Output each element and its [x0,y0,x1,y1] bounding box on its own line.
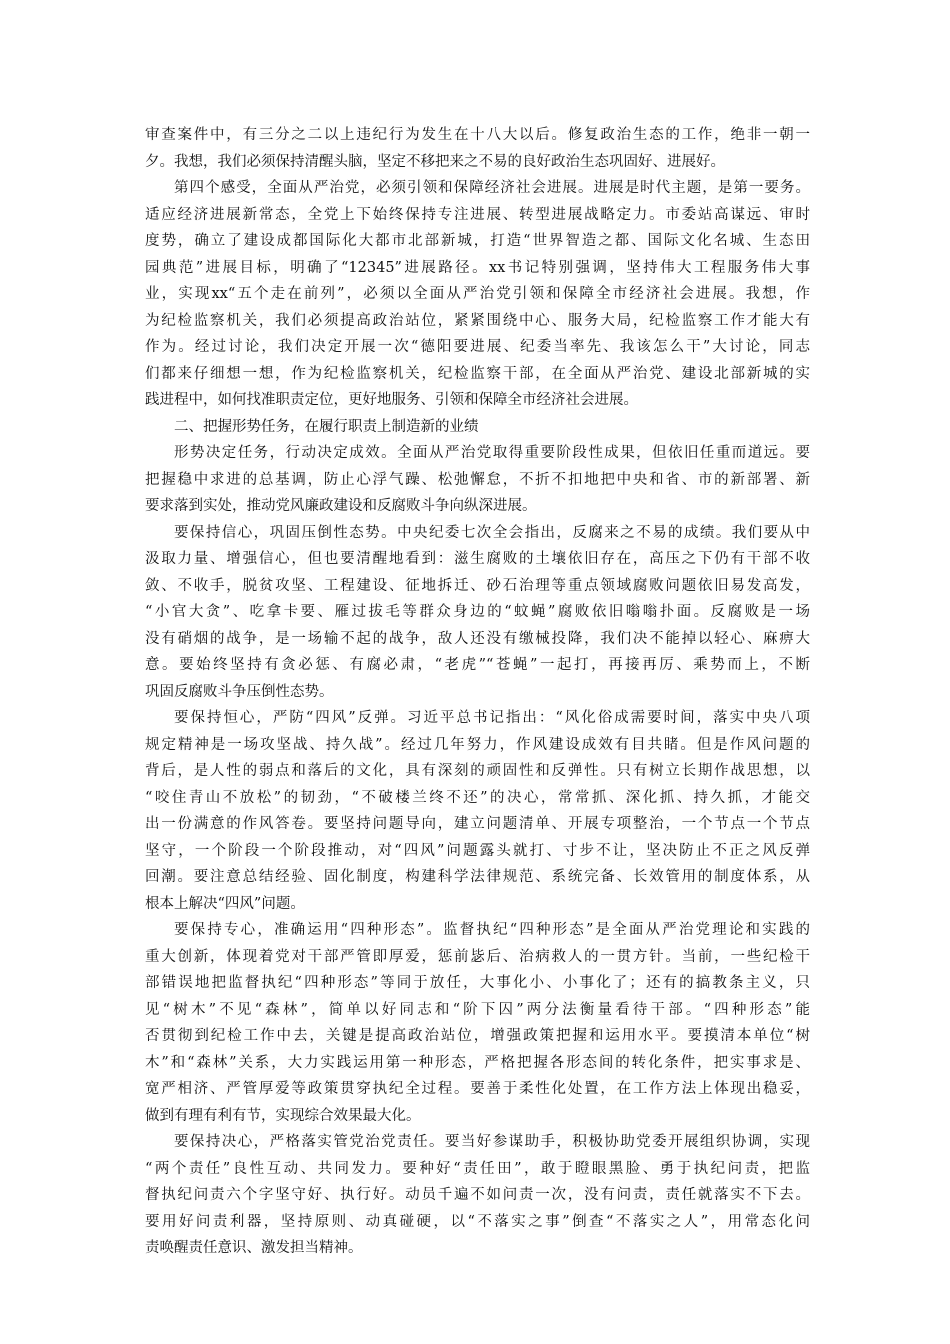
text-line: 要求落到实处，推动党风廉政建设和反腐败斗争向纵深进展。 [145,498,537,514]
document-body [145,122,810,1262]
text-line: 度势，确立了建设成都国际化大都市北部新城，打造“世界智造之都、国际文化名城、生态田 [145,233,810,249]
text-line: 督执纪问责六个字坚守好、执行好。动员千遍不如问责一次，没有问责，责任就落实不下去。 [145,1187,810,1203]
text-line: 坚守，一个阶段一个阶段推动，对“四风”问题露头就打、寸步不让，坚决防止不正之风反弹 [145,842,810,859]
text-line: 们都来仔细想一想，作为纪检监察机关，纪检监察干部，在全面从严治党、建设北部新城的实 [145,365,810,382]
text-line: 责唤醒责任意识、激发担当精神。 [145,1240,363,1256]
text-line: 见“树木”不见“森林”，简单以好同志和“阶下囚”两分法衡量看待干部。“四种形态”能 [145,1001,810,1018]
text-line: 部错误地把监督执纪“四种形态”等同于放任，大事化小、小事化了；还有的搞教条主义，只 [145,975,810,991]
text-line: 规定精神是一场攻坚战、持久战”。经过几年努力，作风建设成效有目共睹。但是作风问题的 [145,736,810,753]
text-line: 要保持恒心，严防“四风”反弹。习近平总书记指出：“风化俗成需要时间，落实中央八项 [174,710,810,726]
text-line: 夕。我想，我们必须保持清醒头脑，坚定不移把来之不易的良好政治生态巩固好、进展好。 [145,153,725,170]
text-line: 把握稳中求进的总基调，防止心浮气躁、松弛懈怠，不折不扣地把中央和省、市的新部署、新 [145,471,810,488]
text-line: 没有硝烟的战争，是一场输不起的战争，敌人还没有缴械投降，我们决不能掉以轻心、麻痹大 [145,630,810,647]
text-line: 背后，是人性的弱点和落后的文化，具有深刻的顽固性和反弹性。只有树立长期作战思想，以 [145,763,810,779]
text-line: 形势决定任务，行动决定成效。全面从严治党取得重要阶段性成果，但依旧任重而道远。要 [174,445,810,461]
text-line: 第四个感受，全面从严治党，必须引领和保障经济社会进展。进展是时代主题，是第一要务。 [174,180,810,196]
text-line: 践进程中，如何找准职责定位，更好地服务、引领和保障全市经济社会进展。 [145,392,638,408]
text-line: “小官大贪”、吃拿卡要、雁过拔毛等群众身边的“蚊蝇”腐败依旧嗡嗡扑面。反腐败是一场 [145,604,810,620]
text-line: 为纪检监察机关，我们必须提高政治站位，紧紧围绕中心、服务大局，纪检监察工作才能大有 [145,312,810,329]
text-line: 重大创新，体现着党对干部严管即厚爱，惩前毖后、治病救人的一贯方针。当前，一些纪检干 [145,948,810,965]
text-line: 要保持专心，准确运用“四种形态”。监督执纪“四种形态”是全面从严治党理论和实践的 [174,922,810,938]
text-line: 敛、不收手，脱贫攻坚、工程建设、征地拆迁、砂石治理等重点领域腐败问题依旧易发高发， [145,577,810,594]
text-line: 汲取力量、增强信心，但也要清醒地看到：滋生腐败的土壤依旧存在，高压之下仍有干部不收 [145,551,810,567]
text-line: 做到有理有利有节，实现综合效果最大化。 [145,1107,421,1124]
text-line: 木”和“森林”关系，大力实践运用第一种形态，严格把握各形态间的转化条件，把实事求是、 [145,1054,810,1071]
text-line: 要保持决心，严格落实管党治党责任。要当好参谋助手，积极协助党委开展组织协调，实现 [174,1134,810,1150]
text-line: 出一份满意的作风答卷。要坚持问题导向，建立问题清单、开展专项整治，一个节点一个节点 [145,816,810,832]
text-line: 否贯彻到纪检工作中去，关键是提高政治站位，增强政策把握和运用水平。要摸清本单位“树 [145,1028,810,1044]
text-line: 审查案件中，有三分之二以上违纪行为发生在十八大以后。修复政治生态的工作，绝非一朝一 [145,127,810,143]
text-line: “两个责任”良性互动、共同发力。要种好“责任田”，敢于瞪眼黑脸、勇于执纪问责，把监 [145,1160,810,1177]
text-line: 要用好问责利器，坚持原则、动真碰硬，以“不落实之事”倒查“不落实之人”，用常态化问 [145,1213,810,1230]
section-heading: 二、把握形势任务，在履行职责上制造新的业绩 [174,418,479,435]
text-line: 要保持信心，巩固压倒性态势。中央纪委七次全会指出，反腐来之不易的成绩。我们要从中 [174,524,810,541]
text-line: 宽严相济、严管厚爱等政策贯穿执纪全过程。要善于柔性化处置，在工作方法上体现出稳妥， [145,1081,810,1097]
text-line: 回潮。要注意总结经验、固化制度，构建科学法律规范、系统完备、长效管用的制度体系，从 [145,869,810,885]
text-line: 业，实现xx“五个走在前列”，必须以全面从严治党引领和保障全市经济社会进展。我想，作 [145,286,810,302]
text-line: 适应经济进展新常态，全党上下始终保持专注进展、转型进展战略定力。市委站高谋远、审时 [145,206,810,223]
text-line: 园典范”进展目标，明确了“12345”进展路径。xx书记特别强调，坚持伟大工程服务伟大事 [145,259,810,276]
text-line: 根本上解决“四风”问题。 [145,895,305,912]
text-line: “咬住青山不放松”的韧劲，“不破楼兰终不还”的决心，常常抓、深化抓、持久抓，才能交 [145,789,810,806]
text-line: 意。要始终坚持有贪必惩、有腐必肃，“老虎”“苍蝇”一起打，再接再厉、乘势而上，不断 [145,657,810,673]
text-line: 作为。经过讨论，我们决定开展一次“德阳要进展、纪委当率先、我该怎么干”大讨论，同志 [145,339,810,355]
text-line: 巩固反腐败斗争压倒性态势。 [145,683,334,700]
